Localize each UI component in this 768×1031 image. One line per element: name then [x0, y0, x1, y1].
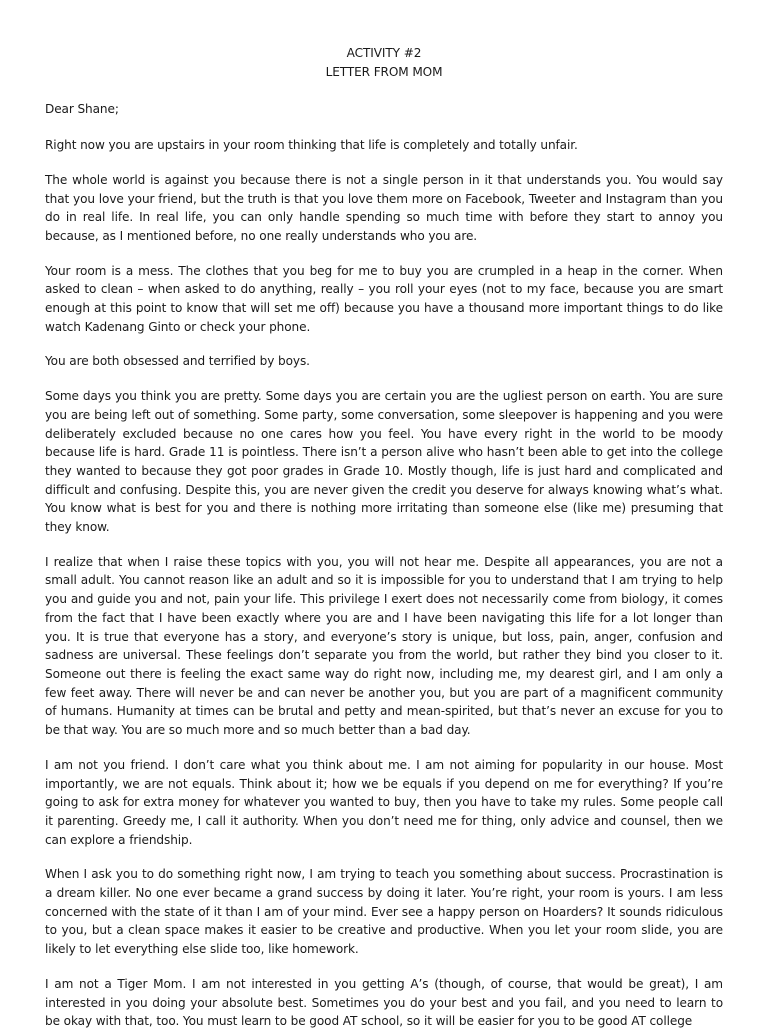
paragraph-5: Some days you think you are pretty. Some days you are certain you are the ugliest person on earth. You are sure you are being left out of something. Some party, some conversation, some sleepover is happening and you were deliberately excluded because no one cares how you feel. You have every right in the world to be moody because life is hard. Grade 11 is pointless. There isn’t a person alive who hasn’t been able to get into the college they wanted to because they got poor grades in Grade 10. Mostly though, life is just hard and complicated and difficult and confusing. Despite this, you are never given the credit you deserve for always knowing what’s what. You know what is best for you and there is nothing more irritating than someone else (like me) presuming that they know.	[45, 389, 723, 535]
paragraph-4: You are both obsessed and terrified by boys.	[45, 354, 310, 369]
paragraph-8: When I ask you to do something right now, I am trying to teach you something about success. Procrastination is a dream killer. No one ever became a grand success by doing it later. You’re right, your room is yours. I am less concerned with the state of it than I am of your mind. Ever see a happy person on Hoarders? It sounds ridiculous to you, but a clean space makes it easier to be creative and productive. When you let your room slide, you are likely to let everything else slide too, like homework.	[45, 867, 723, 957]
paragraph-7: I am not you friend. I don’t care what you think about me. I am not aiming for popularity in our house. Most importantly, we are not equals. Think about it; how we be equals if you depend on me for everything? If you’re going to ask for extra money for whatever you wanted to buy, then you have to take my rules. Some people call it parenting. Greedy me, I call it authority. When you don’t need me for thing, only advice and counsel, then we can explore a friendship.	[45, 757, 723, 847]
paragraph-6: I realize that when I raise these topics with you, you will not hear me. Despite all appearances, you are not a small adult. You cannot reason like an adult and so it is impossible for you to understand that I am trying to help you and guide you and not, pain your life. This privilege I exert does not necessarily come from biology, it comes from the fact that I have been exactly where you are and I have been navigating this life for a lot longer than you. It is true that everyone has a story, and everyone’s story is unique, but loss, pain, anger, confusion and sadness are universal. These feelings don’t separate you from the world, but rather they bind you closer to it. Someone out there is feeling the exact same way do right now, including me, my dearest girl, and I am only a few feet away. There will never be and can never be another you, but you are part of a magnificent community of humans. Humanity at times can be brutal and petty and mean-spirited, but that’s never an excuse for you to be that way. You are so much more and so much better than a bad day.	[45, 554, 723, 738]
salutation: Dear Shane;	[45, 102, 119, 117]
document-title: LETTER FROM MOM	[325, 64, 443, 79]
paragraph-9: I am not a Tiger Mom. I am not interested in you getting A’s (though, of course, that would be great), I am interested in you doing your absolute best. Sometimes you do your best and you fail, and you need to learn to be okay with that, too. You must learn to be good AT school, so it will be easier for you to be good AT college	[45, 976, 723, 1029]
paragraph-3: Your room is a mess. The clothes that you beg for me to buy you are crumpled in a heap in the corner. When asked to clean – when asked to do anything, really – you roll your eyes (not to my face, because you are smart enough at this point to know that will set me off) because you have a thousand more important things to do like watch Kadenang Ginto or check your phone.	[45, 263, 723, 334]
paragraph-1: Right now you are upstairs in your room thinking that life is completely and totally unfair.	[45, 138, 578, 153]
paragraph-2: The whole world is against you because there is not a single person in it that understands you. You would say that you love your friend, but the truth is that you love them more on Facebook, Tweeter and Instagram than you do in real life. In real life, you can only handle spending so much time with before they start to annoy you because, as I mentioned before, no one really understands who you are.	[45, 172, 723, 243]
activity-number: ACTIVITY #2	[346, 46, 422, 60]
